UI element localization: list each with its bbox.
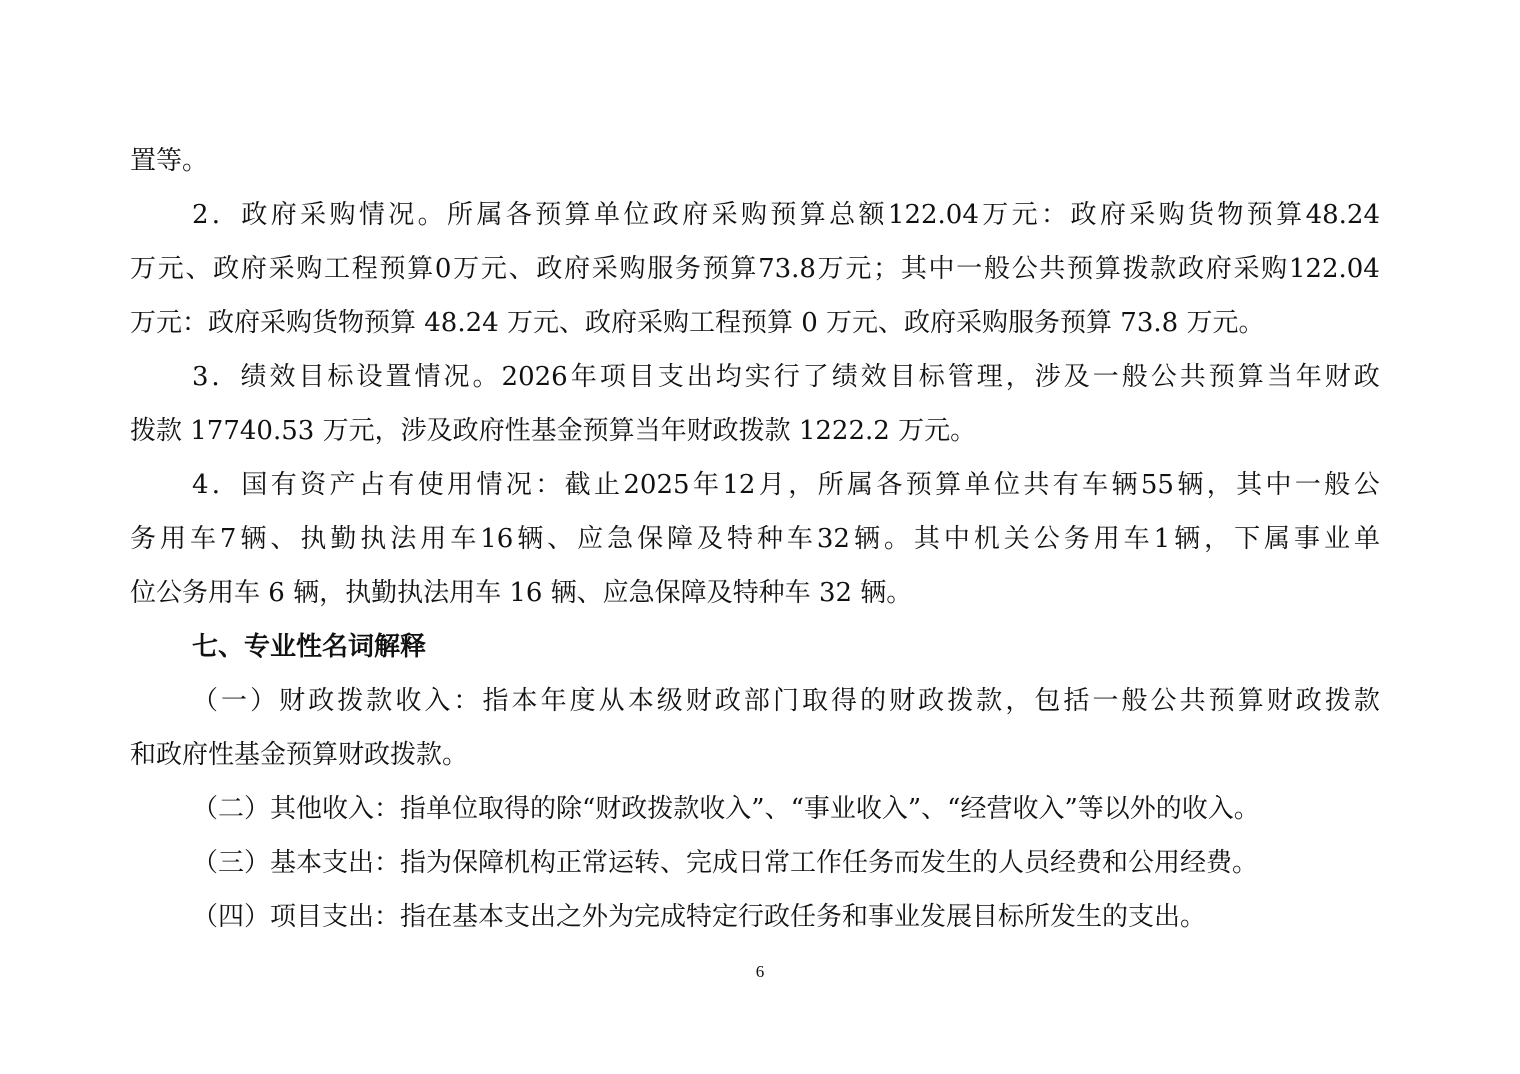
text-line: （三）基本支出：指为保障机构正常运转、完成日常工作任务而发生的人员经费和公用经费。 — [192, 848, 1259, 878]
section-heading: 七、专业性名词解释 — [192, 632, 427, 662]
text-line: 拨款 17740.53 万元，涉及政府性基金预算当年财政拨款 1222.2 万元。 — [130, 416, 977, 446]
text-line: 4 ． 国 有 资 产 占 有 使 用 情 况 ： 截 止 2025 年 12 月 ， 所 属 各 预 算 单 位 共 有 车 辆 55 辆 ， 其 中 一 般 公 — [192, 470, 1380, 500]
text-line: 3 ． 绩 效 目 标 设 置 情 况 。 2026 年 项 目 支 出 均 实 行 了 绩 效 目 标 管 理 ， 涉 及 一 般 公 共 预 算 当 年 财 政 — [192, 362, 1380, 392]
document-body — [130, 134, 1380, 944]
text-line: 万元：政府采购货物预算 48.24 万元、政府采购工程预算 0 万元、政府采购服务预算 73.8 万元。 — [130, 308, 1265, 338]
text-line: （ 一 ） 财 政 拨 款 收 入 ： 指 本 年 度 从 本 级 财 政 部 门 取 得 的 财 政 拨 款 ， 包 括 一 般 公 共 预 算 财 政 拨 款 — [192, 686, 1380, 716]
text-line: 位公务用车 6 辆，执勤执法用车 16 辆、应急保障及特种车 32 辆。 — [130, 578, 913, 608]
text-line: 万 元 、 政 府 采 购 工 程 预 算 0 万 元 、 政 府 采 购 服 务 预 算 73.8 万 元 ； 其 中 一 般 公 共 预 算 拨 款 政 府 采 购 122.04 — [130, 254, 1380, 284]
text-line: 2 ． 政 府 采 购 情 况 。 所 属 各 预 算 单 位 政 府 采 购 预 算 总 额 122.04 万 元 ： 政 府 采 购 货 物 预 算 48.24 — [192, 200, 1380, 230]
text-line: 置等。 — [130, 146, 209, 176]
text-line: 和政府性基金预算财政拨款。 — [130, 740, 469, 770]
text-line: 务 用 车 7 辆 、 执 勤 执 法 用 车 16 辆 、 应 急 保 障 及 特 种 车 32 辆 。 其 中 机 关 公 务 用 车 1 辆 ， 下 属 事 业 单 — [130, 524, 1380, 554]
page-number: 6 — [755, 962, 765, 981]
text-line: （二）其他收入：指单位取得的除“财政拨款收入”、“事业收入”、“经营收入”等以外的收入。 — [192, 794, 1260, 824]
text-line: （四）项目支出：指在基本支出之外为完成特定行政任务和事业发展目标所发生的支出。 — [192, 902, 1207, 932]
